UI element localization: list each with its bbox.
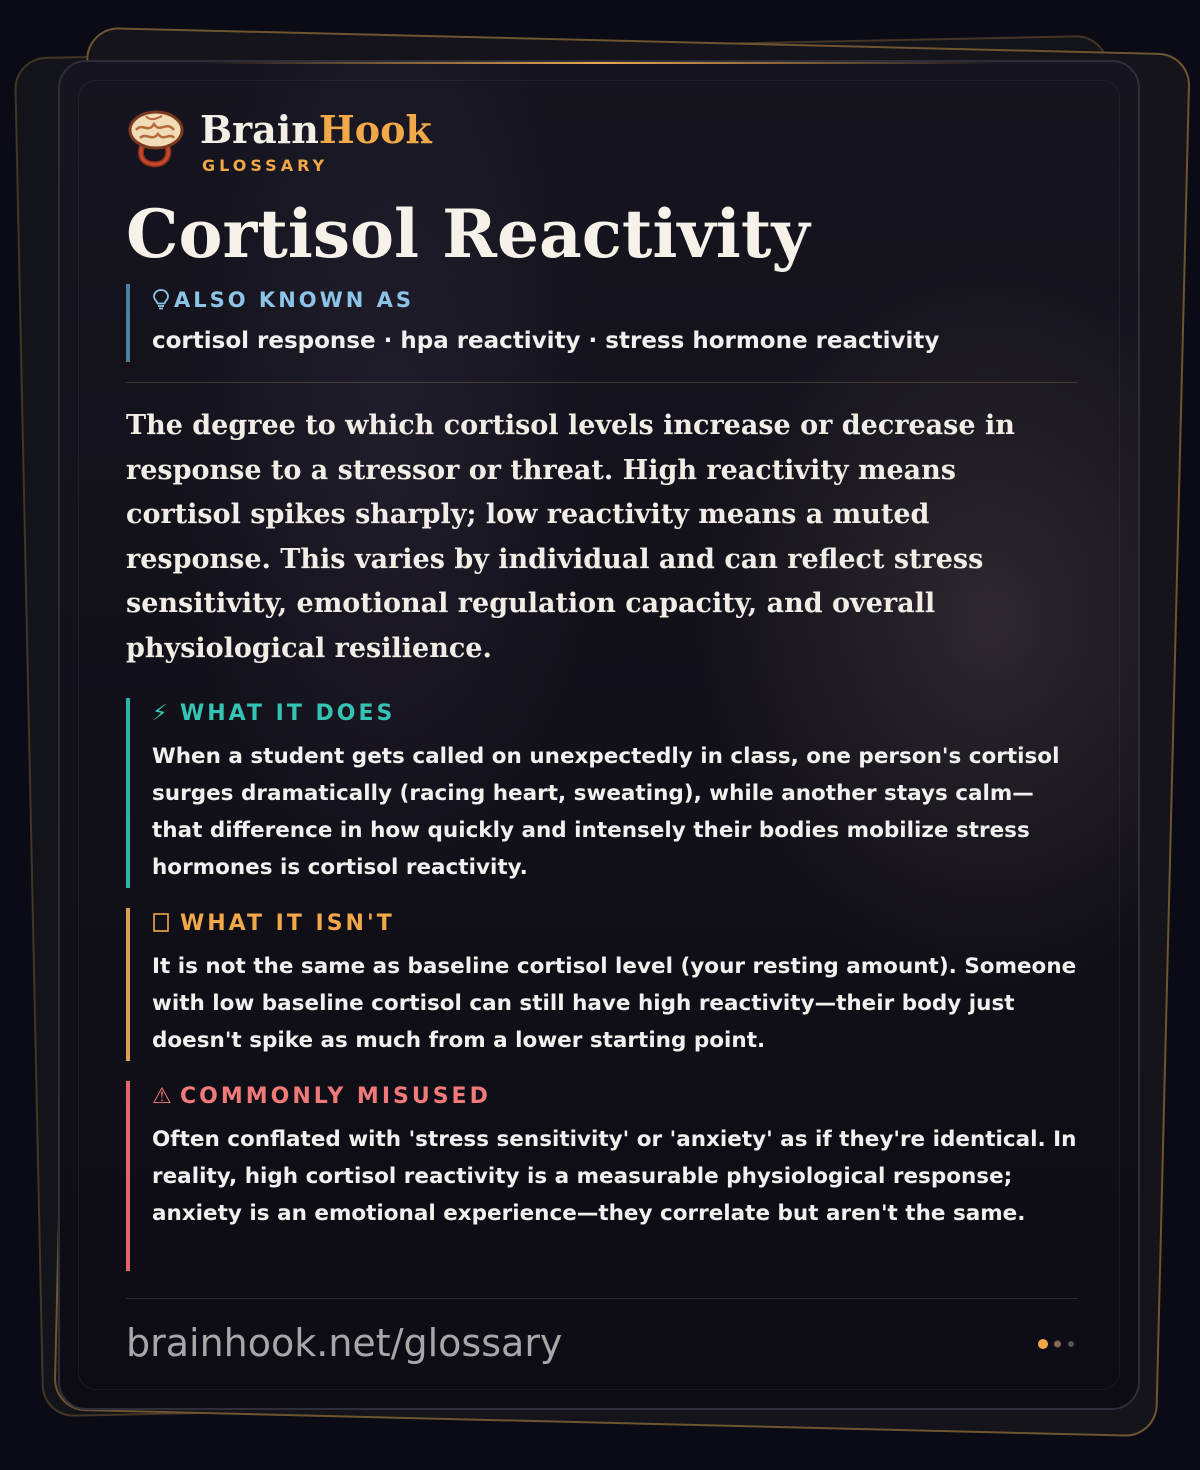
brand-name-hook: Hook — [318, 107, 432, 152]
pagination-dot — [1068, 1341, 1074, 1347]
lightning-icon: ⚡ — [152, 701, 168, 726]
pagination-dot-active — [1038, 1339, 1048, 1349]
what-it-does-body: When a student gets called on unexpectedly in class, one person's cortisol surges dramatically (racing heart, sweating), while another stays calm—that difference in how quickly and intensely their bodies mobilize stress hormones is cortisol reactivity. — [152, 744, 1060, 880]
lightbulb-icon — [152, 284, 174, 316]
pagination-dot — [1054, 1341, 1061, 1348]
footer-url[interactable]: brainhook.net/glossary — [126, 1321, 563, 1365]
commonly-misused-body: Often conflated with 'stress sensitivity' or 'anxiety' as if they're identical. In reality, high cortisol reactivity is a measurable physiological response; anxiety is an emotional experience—they correlate but aren't the same. — [152, 1127, 1077, 1226]
card-accent-line — [200, 62, 1000, 64]
warning-icon: ⚠ — [152, 1084, 172, 1109]
what-it-isnt-body: It is not the same as baseline cortisol level (your resting amount). Someone with low baseline cortisol can still have high reactivity—their body just doesn't spike as much from a lower starting point. — [152, 954, 1077, 1053]
what-it-does-section — [126, 698, 1078, 888]
commonly-misused-section — [126, 1081, 1078, 1271]
brain-hook-logo-icon — [126, 108, 184, 168]
no-entry-icon — [152, 908, 180, 940]
brand-name-brain: Brain — [200, 107, 319, 152]
what-it-does-heading — [152, 698, 1078, 730]
commonly-misused-label: COMMONLY MISUSED — [180, 1084, 491, 1109]
divider — [126, 382, 1078, 383]
what-it-isnt-section — [126, 908, 1078, 1061]
pagination-dots-icon — [1038, 1338, 1078, 1350]
also-known-as-terms: cortisol response · hpa reactivity · stress hormone reactivity — [152, 328, 940, 354]
commonly-misused-heading — [152, 1081, 1078, 1113]
what-it-isnt-heading — [152, 908, 1078, 940]
brand-subtitle: GLOSSARY — [202, 156, 329, 175]
brand-name — [200, 108, 432, 152]
also-known-as-heading — [152, 284, 1066, 316]
term-title: Cortisol Reactivity — [126, 195, 810, 273]
term-definition: The degree to which cortisol levels increase or decrease in response to a stressor or threat. High reactivity means cortisol spikes sharply; low reactivity means a muted response. This varies by individual and can reflect stress sensitivity, emotional regulation capacity, and overall physiological resilience. — [126, 410, 1015, 664]
glossary-card — [58, 60, 1140, 1410]
also-known-as-block — [126, 284, 1066, 362]
divider — [126, 1298, 1078, 1299]
brand-header — [126, 107, 546, 175]
also-known-as-label: ALSO KNOWN AS — [174, 288, 415, 312]
what-it-isnt-label: WHAT IT ISN'T — [180, 911, 395, 936]
what-it-does-label: WHAT IT DOES — [180, 701, 396, 726]
